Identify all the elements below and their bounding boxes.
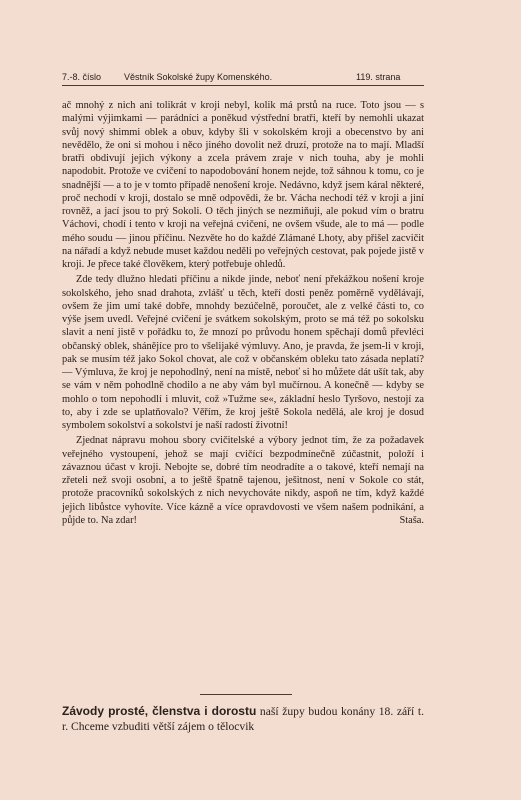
journal-title: Věstník Sokolské župy Komenského. [124, 72, 273, 82]
paragraph-1: ač mnohý z nich ani tolikrát v kroji nebyl, kolik má prstů na ruce. Toto jsou — s malými výjimkami — parádníci a poněkud výstřední bratři, kteří by nemohli ukazat svůj nový shimmi oblek a obuv, kdyby šli v sokolském kroji a obecenstvo by ani nevědělo, že oni si mohou i něco jiného dovolit než druzí, protože na to mají. Mladší bratři obdivují jejich výkony a zcela právem zraje v nich touha, aby je mohli napodobit. Protože ve cvičení to napodobování honem nejde, tož sáhnou k tomu, co je snadnější — a to je v tomto případě nenošení kroje. Nedávno, když jsem káral některé, proč nechodí v kroji, dostalo se mně odpovědi, že br. Vácha nechodí též v kroji a jiní rovněž, a jací jsou to prý Sokoli. O těch jiných se nezmiňuji, ale pokud vím o bratru Váchovi, chodí i tento v kroji na veřejná cvičení, ne ovšem všude, ale to má — podle mého soudu — jinou příčinu. Nezvěte ho do každé Zlámané Lhoty, aby přišel zacvičit na nářadí a když nebude muset každou neděli po veřejných cestovat, pak pojede jistě v kroji. Je přece také člověkem, který potřebuje ohledů. [62, 100, 424, 270]
paragraph-3-text: Zjednat nápravu mohou sbory cvičitelské a výbory jednot tím, že za požadavek veřejného vystoupení, jehož se mají cvičící bezpodmínečně zúčastnit, položí i závaznou účast v kroji. Nebojte se, dobré tím neodradíte a o takové, kteří nemají na zřeteli než svoji osobní, a to ještě špatně tajenou, ješitnost, není v Sokole co stát, protože pracovníků sokolských z nich nevychováte nikdy, aspoň ne tím, když každé jejich libůstce vyhovíte. Více kázně a více opravdovosti ve všem našem podnikání, a půjde to. Na zdar! [62, 435, 424, 526]
notice-heading: Závody prosté, členstva i dorostu [62, 704, 257, 718]
issue-number: 7.-8. číslo [62, 72, 102, 82]
notice-text: naší župy budou konány 18. září t. r. Chceme vzbuditi větší zájem o tělocvik [62, 705, 424, 733]
notice-paragraph [62, 704, 424, 734]
article-body [62, 99, 424, 527]
paragraph-3 [62, 434, 424, 527]
header-rule [62, 85, 424, 86]
paragraph-2: Zde tedy dlužno hledati příčinu a nikde jinde, neboť není překážkou nošení kroje sokolského, jeho snad drahota, zvlášť u těch, kteří dosti peněz poměrně vydělávají, ovšem že jim umí také dobře, mnohdy bezúčelně, poroučet, ale z velké části to, co výše jsem uvedl. Veřejné cvičení je svátkem sokolským, proto se má též po sokolsku slavit a není jistě v pořádku to, že mnozí po průvodu honem spěchají domů převléci občanský oblek, shánějíce pro to všelijaké výmluvy. Ano, je pravda, že jsem-li v kroji, pak se musím též jako Sokol chovat, ale což v občanském obleku tato zásada neplatí? — Výmluva, že kroj je nepohodlný, není na místě, neboť si ho můžete dát ušít tak, aby se vám v něm pohodlně chodilo a ne aby vám byl mučírnou. A konečně — kdyby se mohlo o tom nepohodlí i mluvit, což »Tužme se«, základní heslo Tyršovo, nestojí za to, aby i zde se uplatňovalo? Věřím, že kroj ještě Sokola nedělá, ale kroj je dosud symbolem sokolství a sokolství je naší radostí životní! [62, 274, 424, 431]
section-divider [200, 694, 292, 695]
page-number: 119. strana [356, 72, 401, 82]
author-signature: Staša. [399, 514, 424, 526]
